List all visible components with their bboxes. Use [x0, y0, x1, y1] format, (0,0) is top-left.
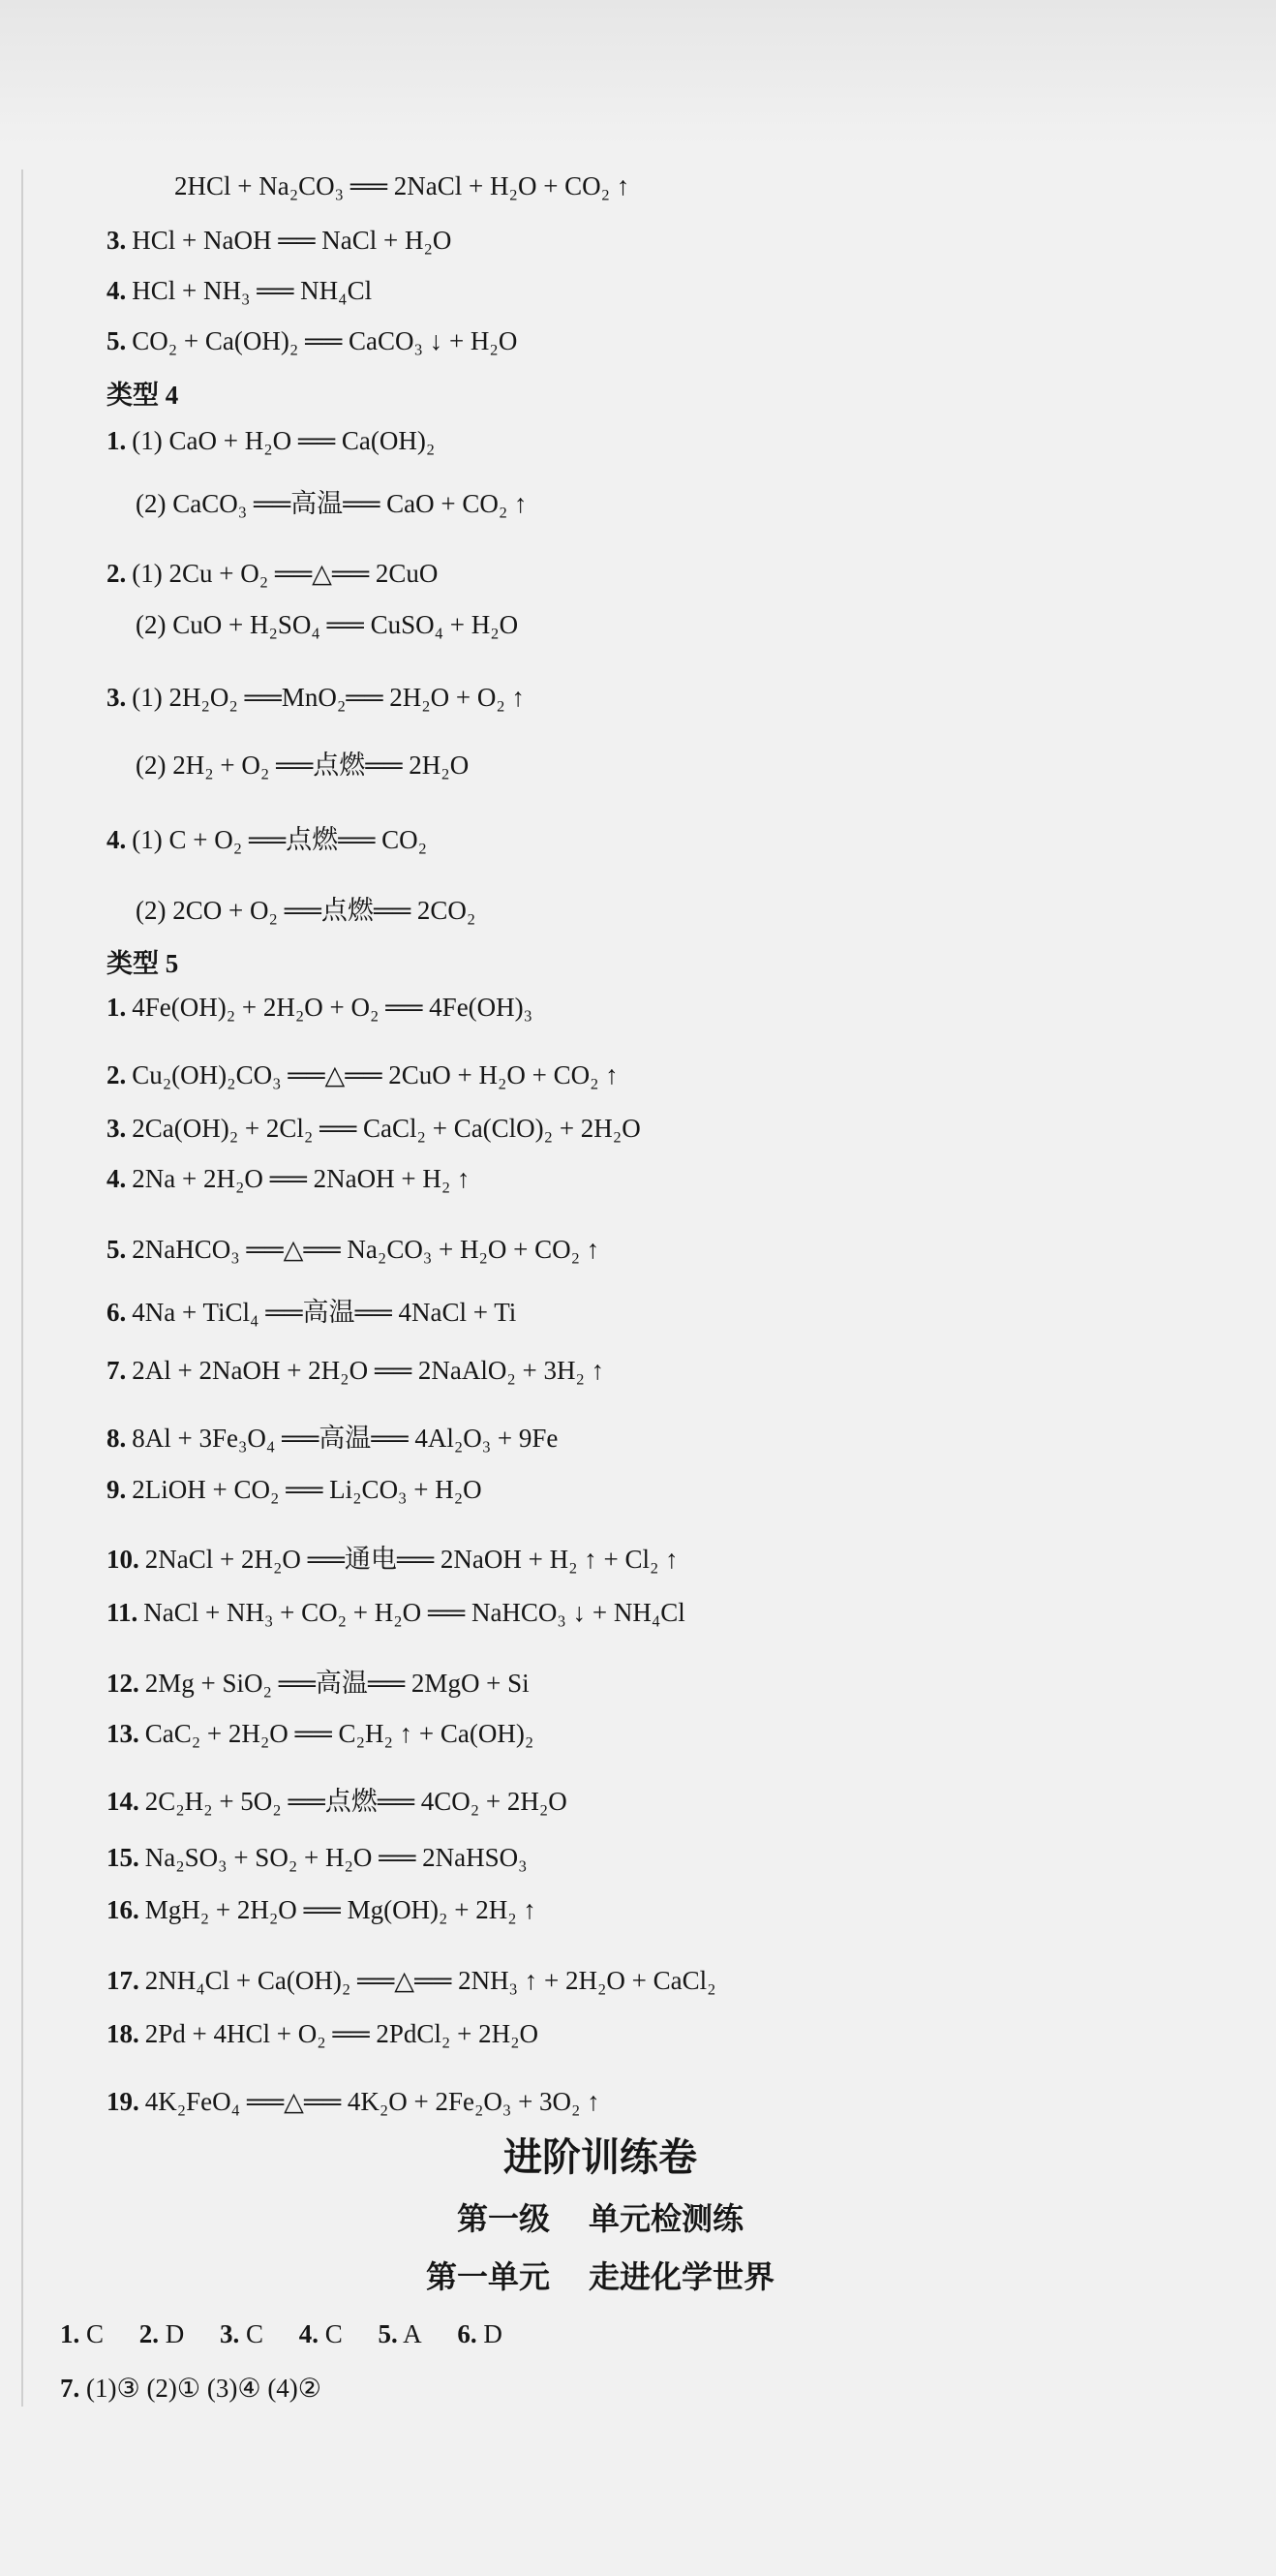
- equation-text: HCl + NaOH ══ NaCl + H₂O: [132, 226, 452, 255]
- equation-text: Na₂SO₃ + SO₂ + H₂O ══ 2NaHSO₃: [144, 1843, 528, 1872]
- section-title: 进阶训练卷: [503, 2135, 697, 2180]
- equation-line: [106, 1293, 516, 1332]
- equation-text: 4Na + TiCl₄ ══高温══ 4NaCl + Ti: [132, 1298, 517, 1327]
- equation-number: 5.: [106, 1235, 127, 1264]
- equation-line: [106, 1664, 530, 1702]
- equation-number: 6.: [106, 1298, 127, 1327]
- equation-text: NaCl + NH₃ + CO₂ + H₂O ══ NaHCO₃ ↓ + NH₄Cl: [143, 1598, 685, 1627]
- equation-text: (2) CaCO₃ ══高温══ CaO + CO₂ ↑: [136, 489, 528, 518]
- equation-line: [106, 2014, 538, 2053]
- equation-line: [106, 678, 525, 717]
- equation-text: 2C₂H₂ + 5O₂ ══点燃══ 4CO₂ + 2H₂O: [144, 1787, 567, 1816]
- equation-line: [136, 605, 518, 644]
- unit-title: 第一单元: [425, 2258, 550, 2295]
- equation-number: 4.: [106, 825, 127, 854]
- type-heading: 类型 4: [106, 381, 179, 410]
- equation-text: CO₂ + Ca(OH)₂ ══ CaCO₃ ↓ + H₂O: [132, 326, 518, 355]
- equation-text: (1) 2H₂O₂ ══MnO₂══ 2H₂O + O₂ ↑: [132, 683, 526, 712]
- equation-line: [106, 1056, 619, 1094]
- equation-text: 2Al + 2NaOH + 2H₂O ══ 2NaAlO₂ + 3H₂ ↑: [132, 1356, 605, 1385]
- unit-subtitle: 走进化学世界: [589, 2258, 775, 2295]
- equation-line: [136, 484, 528, 523]
- equation-line: [106, 2082, 600, 2121]
- equation-number: 11.: [106, 1598, 138, 1627]
- answer-item: 4. C: [298, 2319, 343, 2348]
- equation-line: [106, 1961, 716, 2000]
- equation-text: (2) 2CO + O₂ ══点燃══ 2CO₂: [136, 896, 476, 925]
- equation-line: [106, 1782, 567, 1821]
- equation-text: 8Al + 3Fe₃O₄ ══高温══ 4Al₂O₃ + 9Fe: [132, 1424, 559, 1453]
- equation-number: 3.: [106, 226, 127, 255]
- equation-number: 19.: [106, 2087, 139, 2116]
- equation-text: HCl + NH₃ ══ NH₄Cl: [132, 276, 373, 305]
- equation-line: [106, 271, 372, 310]
- equation-number: 2.: [106, 559, 127, 588]
- equation-line: [106, 1838, 528, 1877]
- equation-text: (2) 2H₂ + O₂ ══点燃══ 2H₂O: [136, 751, 470, 780]
- equation-text: 4K₂FeO₄ ══△══ 4K₂O + 2Fe₂O₃ + 3O₂ ↑: [144, 2087, 600, 2116]
- equation-text: CaC₂ + 2H₂O ══ C₂H₂ ↑ + Ca(OH)₂: [144, 1719, 534, 1748]
- answer-row-1: [60, 2315, 532, 2353]
- equation-line: [136, 891, 475, 930]
- equation-text: MgH₂ + 2H₂O ══ Mg(OH)₂ + 2H₂ ↑: [144, 1895, 536, 1924]
- equation-line: [106, 1230, 599, 1269]
- level-subtitle: 单元检测练: [589, 2200, 744, 2237]
- equation-text: 2HCl + Na₂CO₃ ══ 2NaCl + H₂O + CO₂ ↑: [174, 171, 630, 200]
- equation-number: 15.: [106, 1843, 139, 1872]
- equation-number: 3.: [106, 683, 127, 712]
- equation-line: [106, 221, 451, 260]
- equation-line: [106, 1159, 471, 1198]
- equation-text: 2Pd + 4HCl + O₂ ══ 2PdCl₂ + 2H₂O: [144, 2019, 538, 2048]
- equation-text: (1) 2Cu + O₂ ══△══ 2CuO: [132, 559, 439, 588]
- answer-text: (1)③ (2)① (3)④ (4)②: [86, 2374, 321, 2403]
- equation-line: [136, 746, 469, 784]
- equation-number: 5.: [106, 326, 127, 355]
- equation-number: 16.: [106, 1895, 139, 1924]
- answer-item: 1. C: [60, 2319, 105, 2348]
- margin-rule: [21, 169, 23, 2407]
- equation-number: 14.: [106, 1787, 139, 1816]
- equation-number: 3.: [106, 1114, 127, 1143]
- equation-text: 2NaCl + 2H₂O ══通电══ 2NaOH + H₂ ↑ + Cl₂ ↑: [144, 1545, 679, 1574]
- equation-text: Cu₂(OH)₂CO₃ ══△══ 2CuO + H₂O + CO₂ ↑: [132, 1060, 619, 1089]
- equation-number: 18.: [106, 2019, 139, 2048]
- equation-line: [106, 1714, 533, 1753]
- equation-number: 2.: [106, 1060, 127, 1089]
- answer-item: 6. D: [457, 2319, 502, 2348]
- unit-heading: [0, 2254, 1200, 2299]
- equation-number: 1.: [106, 993, 127, 1022]
- equation-line: [106, 820, 427, 859]
- equation-number: 1.: [106, 426, 127, 455]
- equation-number: 7.: [106, 1356, 127, 1385]
- equation-line: [106, 1351, 604, 1390]
- equation-text: 2NH₄Cl + Ca(OH)₂ ══△══ 2NH₃ ↑ + 2H₂O + CaCl₂: [144, 1966, 716, 1995]
- equation-line: [106, 1109, 641, 1148]
- equation-number: 4.: [106, 1164, 127, 1193]
- equation-text: 4Fe(OH)₂ + 2H₂O + O₂ ══ 4Fe(OH)₃: [132, 993, 533, 1022]
- type-heading: 类型 5: [106, 949, 179, 978]
- equation-line: [106, 421, 435, 460]
- equation-line: [106, 1419, 558, 1457]
- answer-item: 5. A: [378, 2319, 422, 2348]
- equation-number: 10.: [106, 1545, 139, 1574]
- equation-text: 2LiOH + CO₂ ══ Li₂CO₃ + H₂O: [132, 1475, 482, 1504]
- equation-line: [106, 1470, 482, 1509]
- equation-number: 17.: [106, 1966, 139, 1995]
- equation-text: 2Mg + SiO₂ ══高温══ 2MgO + Si: [144, 1669, 530, 1698]
- equation-number: 12.: [106, 1669, 139, 1698]
- equation-line: [174, 167, 629, 205]
- level-title: 第一级: [456, 2200, 550, 2237]
- answer-num: 7.: [60, 2374, 80, 2403]
- equation-line: [106, 1593, 685, 1632]
- equation-line: [106, 988, 532, 1027]
- equation-text: 2NaHCO₃ ══△══ Na₂CO₃ + H₂O + CO₂ ↑: [132, 1235, 600, 1264]
- equation-text: (1) C + O₂ ══点燃══ CO₂: [132, 825, 428, 854]
- equation-text: (2) CuO + H₂SO₄ ══ CuSO₄ + H₂O: [136, 610, 519, 639]
- level-heading: [0, 2196, 1200, 2241]
- equation-line: [106, 1890, 536, 1929]
- equation-text: 2Na + 2H₂O ══ 2NaOH + H₂ ↑: [132, 1164, 471, 1193]
- equation-number: 4.: [106, 276, 127, 305]
- answer-item: 3. C: [220, 2319, 264, 2348]
- equation-text: 2Ca(OH)₂ + 2Cl₂ ══ CaCl₂ + Ca(ClO)₂ + 2H₂O: [132, 1114, 641, 1143]
- equation-number: 13.: [106, 1719, 139, 1748]
- answer-row-2: [60, 2369, 321, 2407]
- equation-line: [106, 1540, 679, 1579]
- equation-line: [106, 322, 517, 360]
- answer-item: 2. D: [138, 2319, 185, 2348]
- page-top-shade: [0, 0, 1276, 145]
- equation-text: (1) CaO + H₂O ══ Ca(OH)₂: [132, 426, 436, 455]
- equation-number: 9.: [106, 1475, 127, 1504]
- equation-number: 8.: [106, 1424, 127, 1453]
- equation-line: [106, 554, 438, 593]
